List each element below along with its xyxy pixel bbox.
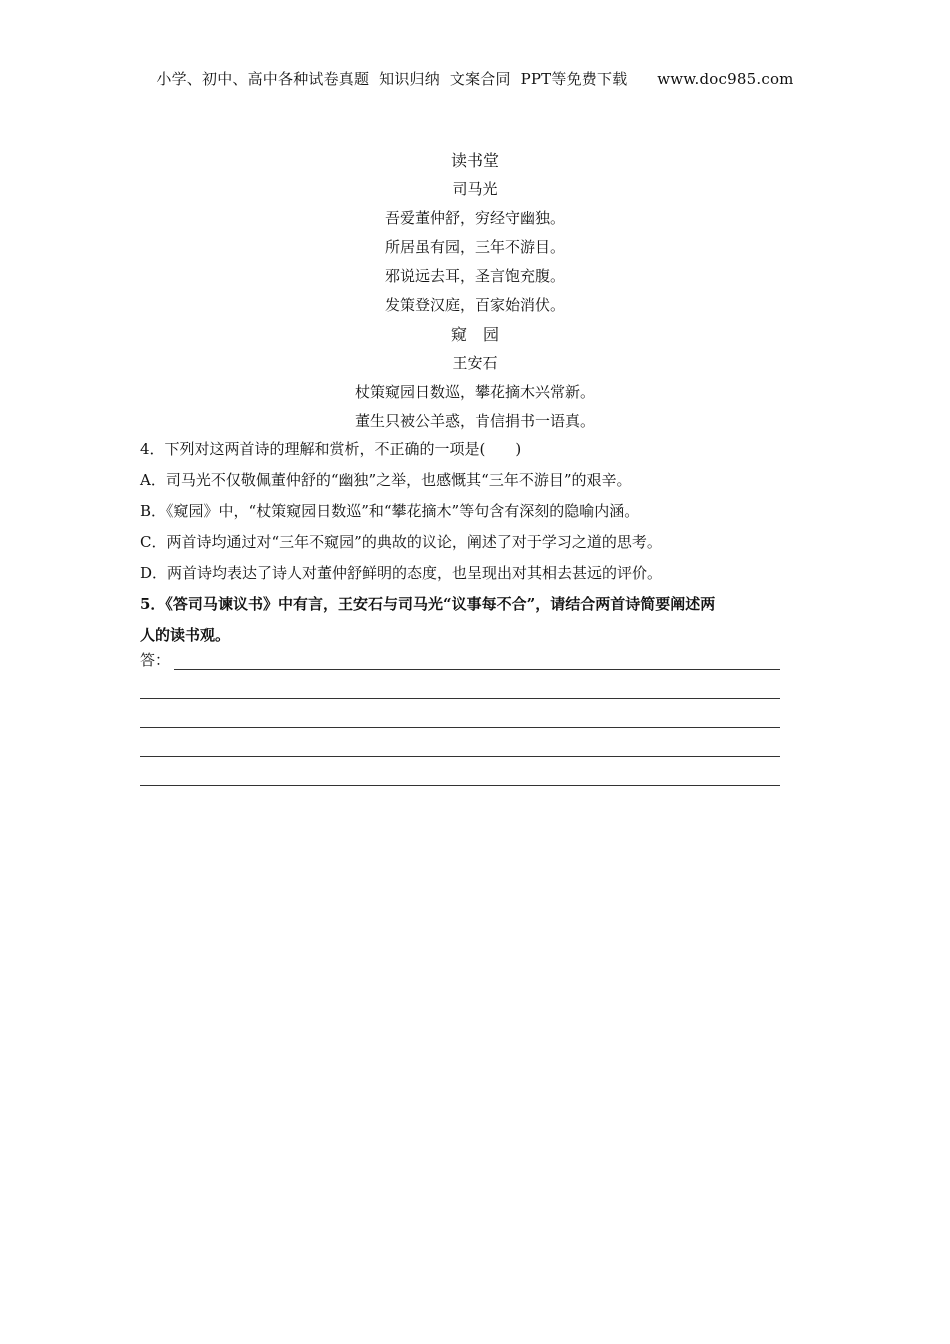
- poem-kui-yuan: [0, 320, 950, 436]
- question-4: [140, 434, 820, 589]
- question-stem: 5．《答司马谏议书》中有言，王安石与司马光“议事每不合”，请结合两首诗简要阐述两: [140, 595, 716, 613]
- answer-label: 答：: [140, 651, 171, 669]
- poem-author: 司马光: [452, 180, 498, 198]
- poem-title: 窥 园: [450, 325, 499, 344]
- poem-line: 吾爱董仲舒，穷经守幽独。: [384, 209, 565, 227]
- answer-line: [140, 641, 780, 670]
- question-stem-continued: 人的读书观。: [140, 626, 231, 644]
- poem-line: 所居虽有园，三年不游目。: [384, 238, 565, 256]
- option-d: D．两首诗均表达了诗人对董仲舒鲜明的态度，也呈现出对其相去甚远的评价。: [140, 564, 663, 582]
- answer-area: [140, 641, 780, 786]
- answer-line: [140, 699, 780, 728]
- poem-du-shu-tang: [0, 146, 950, 320]
- option-c: C．两首诗均通过对“三年不窥园”的典故的议论，阐述了对于学习之道的思考。: [140, 533, 662, 551]
- poem-line: 董生只被公羊惑，肯信捐书一语真。: [354, 412, 595, 430]
- answer-line: [140, 757, 780, 786]
- poem-line: 发策登汉庭，百家始消伏。: [384, 296, 565, 314]
- page-header: 小学、初中、高中各种试卷真题 知识归纳 文案合同 PPT等免费下载 www.doc985.com: [156, 70, 794, 88]
- question-stem: 4．下列对这两首诗的理解和赏析，不正确的一项是( ): [140, 440, 522, 458]
- answer-line: [140, 728, 780, 757]
- poem-title: 读书堂: [450, 151, 499, 170]
- option-b: B．《窥园》中，“杖策窥园日数巡”和“攀花摘木”等句含有深刻的隐喻内涵。: [140, 502, 640, 520]
- poem-line: 邪说远去耳，圣言饱充腹。: [384, 267, 565, 285]
- answer-line: [140, 670, 780, 699]
- option-a: A．司马光不仅敬佩董仲舒的“幽独”之举，也感慨其“三年不游目”的艰辛。: [140, 471, 632, 489]
- poem-author: 王安石: [452, 354, 498, 372]
- poem-line: 杖策窥园日数巡，攀花摘木兴常新。: [354, 383, 595, 401]
